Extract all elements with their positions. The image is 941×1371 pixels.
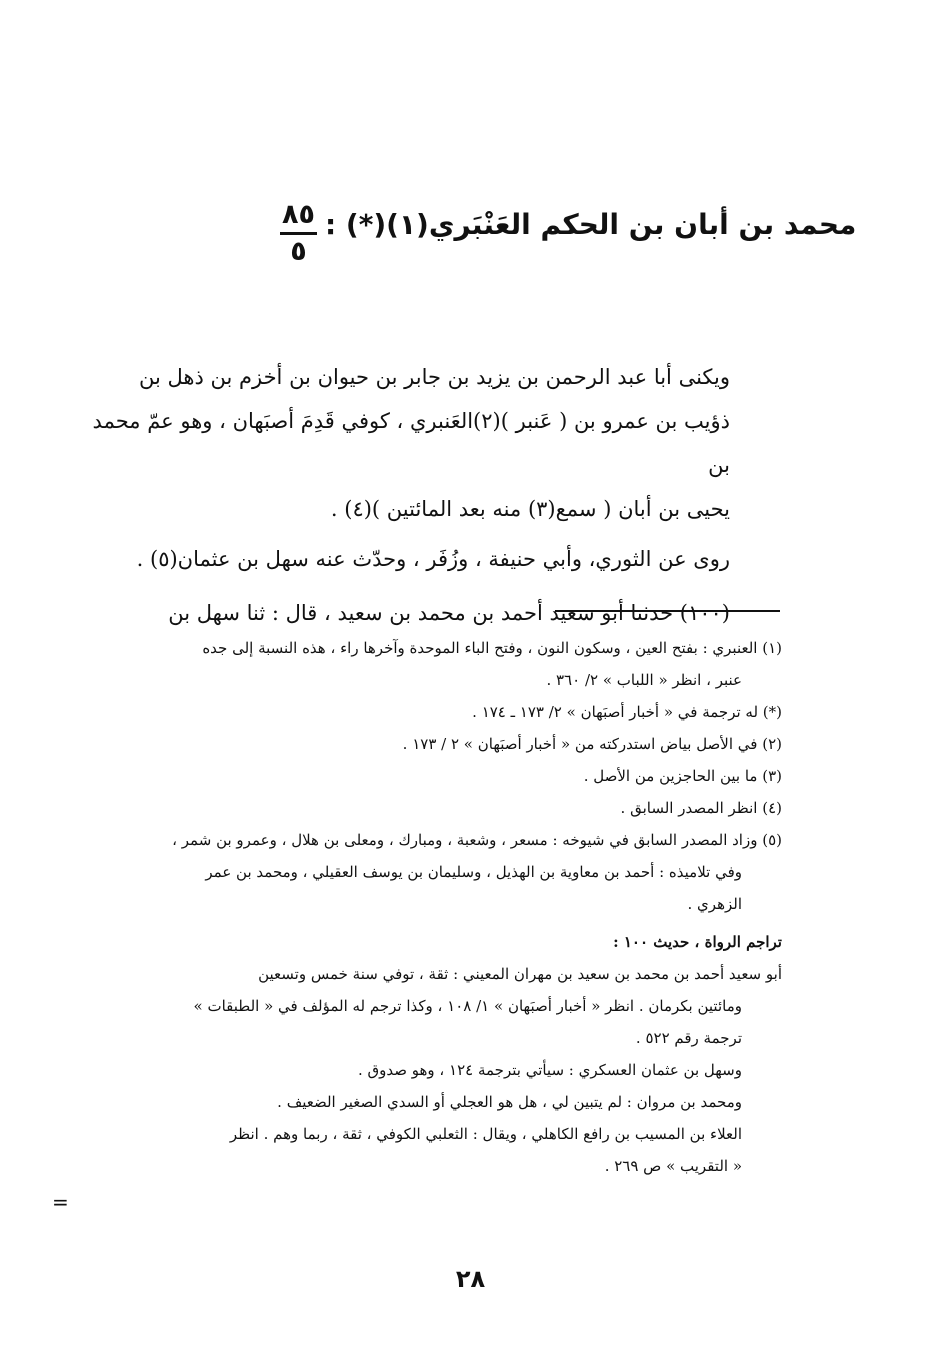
entry-number-bottom: ٥ (290, 235, 307, 267)
narrator-line-1: أبو سعيد أحمد بن محمد بن سعيد بن مهران المعيني : ثقة ، توفي سنة خمس وتسعين (258, 965, 782, 983)
paragraph-3: (١٠٠) حدثنا أبو سعيد أحمد بن محمد بن سعيد ، قال : ثنا سهل بن (168, 601, 730, 625)
narrator-line-5: ومحمد بن مروان : لم يتبين لي ، هل هو العجلي أو السدي الصغير الضعيف . (277, 1093, 742, 1111)
paragraph-1-line-3: يحيى بن أبان ( سمع(٣) منه بعد المائتين )(٤) . (330, 497, 730, 521)
footnote-separator (555, 610, 780, 612)
entry-number (280, 200, 317, 266)
entry-number-top: ٨٥ (280, 200, 317, 235)
footnote-3: (٣) ما بين الحاجزين من الأصل . (583, 767, 782, 785)
paragraph-1-line-1: ويكنى أبا عبد الرحمن بن يزيد بن جابر بن حيوان بن أخزم بن ذهل بن (138, 365, 730, 389)
narrator-line-6: العلاء بن المسيب بن رافع الكاهلي ، ويقال : الثعلبي الكوفي ، ثقة ، ربما وهم . انظر (229, 1125, 742, 1143)
page-number: ٢٨ (455, 1265, 486, 1293)
footnote-5-line-3: الزهري . (687, 895, 742, 913)
narrator-line-2: ومائتين بكرمان . انظر « أخبار أصبَهان » ١/ ١٠٨ ، وكذا ترجم له المؤلف في « الطبقات » (193, 997, 742, 1015)
footnote-2: (٢) في الأصل بياض استدركته من « أخبار أصبَهان » ٢ / ١٧٣ . (402, 735, 782, 753)
footnote-1-line-1: (١) العنبري : بفتح العين ، وسكون النون ، وفتح الباء الموحدة وآخرها راء ، هذه النسبة إلى جده (202, 639, 782, 657)
footnote-5-line-2: وفي تلاميذه : أحمد بن معاوية بن الهذيل ، وسليمان بن يوسف العقيلي ، ومحمد بن عمر (205, 863, 742, 881)
entry-heading (280, 199, 857, 267)
paragraph-1-line-2: ذؤيب بن عمرو بن ( عَنبر )(٢)العَنبري ، كوفي قَدِمَ أصبَهان ، وهو عمّ محمد بن (92, 409, 730, 477)
narrator-line-4: وسهل بن عثمان العسكري : سيأتي بترجمة ١٢٤ ، وهو صدوق . (357, 1061, 742, 1079)
footnote-4: (٤) انظر المصدر السابق . (620, 799, 782, 817)
margin-mark: = (52, 1190, 69, 1214)
footnote-star: (*) له ترجمة في « أخبار أصبَهان » ٢/ ١٧٣ ـ ١٧٤ . (472, 703, 782, 721)
main-text (75, 355, 730, 635)
footnote-5-line-1: (٥) وزاد المصدر السابق في شيوخه : مسعر ، وشعبة ، ومبارك ، ومعلى بن هلال ، وعمرو بن شمر ، (172, 831, 782, 849)
footnotes (70, 632, 782, 1182)
narrator-line-3: ترجمة رقم ٥٢٢ . (635, 1029, 742, 1047)
narrator-line-7: « التقريب » ص ٢٦٩ . (604, 1157, 742, 1175)
footnote-1-line-2: عنبر ، انظر « اللباب » ٢/ ٣٦٠ . (546, 671, 742, 689)
entry-title: محمد بن أبان بن الحكم العَنْبَري(١)(*) : (324, 208, 857, 241)
paragraph-2: روى عن الثوري، وأبي حنيفة ، وزُفَر ، وحدّث عنه سهل بن عثمان(٥) . (136, 547, 730, 571)
narrators-title: تراجم الرواة ، حديث ١٠٠ : (613, 933, 782, 951)
